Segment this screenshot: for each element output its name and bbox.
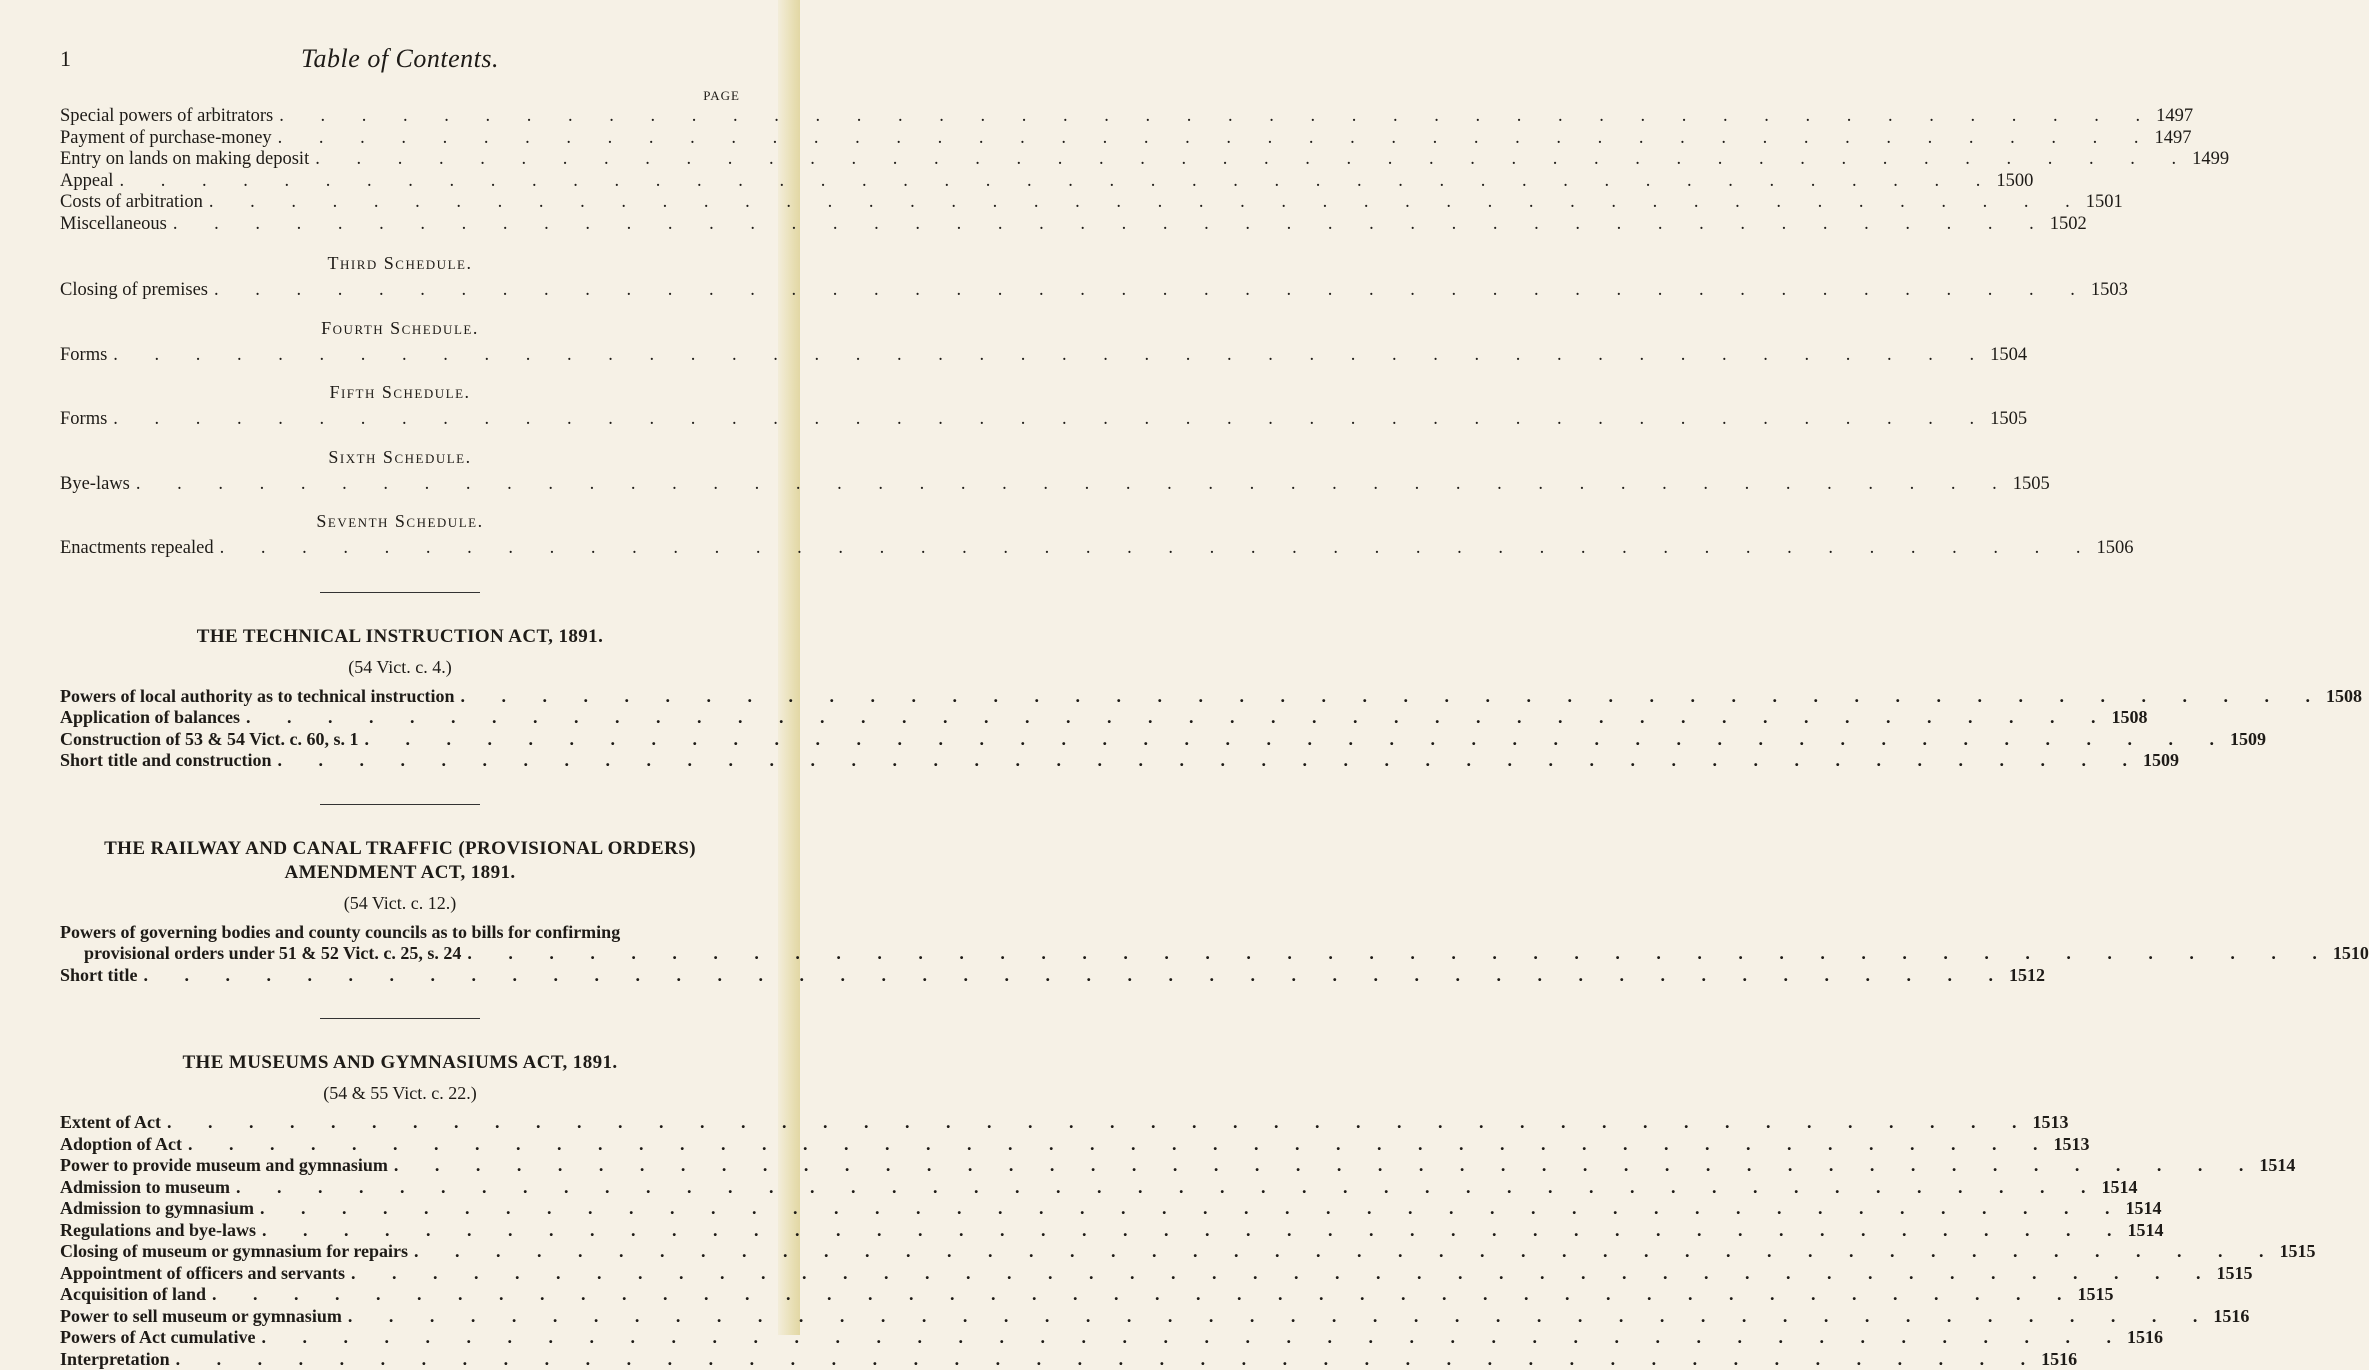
leader-dots: . . . . . . . . . . . . . . . . . . . . . . . . . . . . . . . . . . . . . . . . . . . . . . [209,192,2086,214]
act-citation: (54 Vict. c. 4.) [60,657,740,678]
entry-title: Closing of museum or gymnasium for repairs [60,1241,414,1263]
leader-dots: . . . . . . . . . . . . . . . . . . . . . . . . . . . . . . . . . . . . . . . . . . . . . . [176,1349,2042,1370]
toc-entry [60,474,740,496]
entry-page: 1501 [2086,192,2123,214]
schedule-heading: Fifth Schedule. [60,382,740,403]
entry-title: Construction of 53 & 54 Vict. c. 60, s. 1 [60,729,364,751]
toc-entry [60,707,740,729]
entry-title: Special powers of arbitrators [60,106,279,128]
toc-entry [60,1284,740,1306]
entry-title: Entry on lands on making deposit [60,149,315,171]
toc-entry [60,965,740,987]
entry-title: Appointment of officers and servants [60,1263,351,1285]
leader-dots: . . . . . . . . . . . . . . . . . . . . . . . . . . . . . . . . . . . . . . . . . . . . . . [364,729,2230,751]
leader-dots: . . . . . . . . . . . . . . . . . . . . . . . . . . . . . . . . . . . . . . . . . . . . . . [278,128,2155,150]
entry-title: Short title [60,965,143,987]
entry-title: Application of balances [60,707,246,729]
entry-page: 1509 [2230,729,2266,751]
entry-page: 1516 [2213,1306,2249,1328]
act-title: THE MUSEUMS AND GYMNASIUMS ACT, 1891. [60,1051,740,1075]
toc-entry [60,214,740,236]
entry-page: 1505 [1990,409,2027,431]
leader-dots: . . . . . . . . . . . . . . . . . . . . . . . . . . . . . . . . . . . . . . . . . . . . . . [113,409,1990,431]
entry-page: 1512 [2009,965,2045,987]
leader-dots: . . . . . . . . . . . . . . . . . . . . . . . . . . . . . . . . . . . . . . . . . . . . . . [261,1327,2127,1349]
toc-entry [60,1327,740,1349]
leader-dots: . . . . . . . . . . . . . . . . . . . . . . . . . . . . . . . . . . . . . . . . . . . . . . [143,965,2009,987]
leader-dots: . . . . . . . . . . . . . . . . . . . . . . . . . . . . . . . . . . . . . . . . . . . . . . [214,280,2091,302]
entry-title: Admission to gymnasium [60,1198,260,1220]
toc-entry [60,1263,740,1285]
entry-title: Regulations and bye-laws [60,1220,262,1242]
toc-entry [60,1198,740,1220]
leader-dots: . . . . . . . . . . . . . . . . . . . . . . . . . . . . . . . . . . . . . . . . . . . . . . [315,149,2192,171]
entry-page: 1506 [2096,538,2133,560]
toc-entry [60,149,740,171]
leader-dots: . . . . . . . . . . . . . . . . . . . . . . . . . . . . . . . . . . . . . . . . . . . . . . [262,1220,2128,1242]
leader-dots: . . . . . . . . . . . . . . . . . . . . . . . . . . . . . . . . . . . . . . . . . . . . . . [212,1284,2078,1306]
schedules [60,253,740,560]
entry-title: Forms [60,409,113,431]
entry-page: 1515 [2217,1263,2253,1285]
schedule-heading: Fourth Schedule. [60,318,740,339]
toc-entry-continuation [60,943,740,965]
toc-entry [60,106,740,128]
schedule-heading: Third Schedule. [60,253,740,274]
running-head [60,0,740,88]
entry-page: 1514 [2259,1155,2295,1177]
toc-entry [60,345,740,367]
entry-page: 1503 [2091,280,2128,302]
entry-page: 1499 [2192,149,2229,171]
entry-page: 1497 [2156,106,2193,128]
entry-page: 1514 [2126,1198,2162,1220]
leader-dots: . . . . . . . . . . . . . . . . . . . . . . . . . . . . . . . . . . . . . . . . . . . . . . [414,1241,2280,1263]
leader-dots: . . . . . . . . . . . . . . . . . . . . . . . . . . . . . . . . . . . . . . . . . . . . . . [136,474,2013,496]
entry-page: 1514 [2102,1177,2138,1199]
page-column-header: PAGE [60,88,740,106]
entry-title: Costs of arbitration [60,192,209,214]
act-citation: (54 & 55 Vict. c. 22.) [60,1083,740,1104]
leader-dots: . . . . . . . . . . . . . . . . . . . . . . . . . . . . . . . . . . . . . . . . . . . . . . [220,538,2097,560]
toc-entry [60,1349,740,1370]
toc-entry [60,280,740,302]
act-technical-instruction [60,625,740,772]
leader-dots: . . . . . . . . . . . . . . . . . . . . . . . . . . . . . . . . . . . . . . . . . . . . . . [173,214,2050,236]
entry-title: Power to provide museum and gymnasium [60,1155,394,1177]
leader-dots: . . . . . . . . . . . . . . . . . . . . . . . . . . . . . . . . . . . . . . . . . . . . . . [167,1112,2033,1134]
entry-title: Miscellaneous [60,214,173,236]
toc-entry [60,1112,740,1134]
entry-title: Admission to museum [60,1177,236,1199]
page-title: Table of Contents. [60,44,740,74]
entry-title: Interpretation [60,1349,176,1370]
toc-entry [60,1306,740,1328]
entry-title: Bye-laws [60,474,136,496]
entry-title: Appeal [60,171,119,193]
leader-dots: . . . . . . . . . . . . . . . . . . . . . . . . . . . . . . . . . . . . . . . . . . . . . . [260,1198,2126,1220]
toc-entry [60,1155,740,1177]
entry-title: Short title and construction [60,750,278,772]
act-railway-canal-traffic [60,837,740,987]
act-museums-gymnasiums [60,1051,740,1370]
entry-page: 1508 [2326,686,2362,708]
leader-dots: . . . . . . . . . . . . . . . . . . . . . . . . . . . . . . . . . . . . . . . . . . . . . . [113,345,1990,367]
toc-entry [60,538,740,560]
entry-title: Acquisition of land [60,1284,212,1306]
toc-entry [60,171,740,193]
toc-entry [60,409,740,431]
leader-dots: . . . . . . . . . . . . . . . . . . . . . . . . . . . . . . . . . . . . . . . . . . . . . . [351,1263,2217,1285]
entry-page: 1514 [2128,1220,2164,1242]
entry-page: 1508 [2112,707,2148,729]
leader-dots: . . . . . . . . . . . . . . . . . . . . . . . . . . . . . . . . . . . . . . . . . . . . . . [394,1155,2260,1177]
entry-page: 1515 [2280,1241,2316,1263]
schedule-heading: Seventh Schedule. [60,511,740,532]
entry-page: 1510 [2333,943,2369,965]
leader-dots: . . . . . . . . . . . . . . . . . . . . . . . . . . . . . . . . . . . . . . . . . . . . . . [119,171,1996,193]
schedule-heading: Sixth Schedule. [60,447,740,468]
entry-title: Powers of local authority as to technical instruction [60,686,460,708]
toc-entry [60,1134,740,1156]
section-divider [320,804,480,805]
toc-entry [60,1177,740,1199]
entry-page: 1513 [2032,1112,2068,1134]
section-divider [320,592,480,593]
act-title: THE RAILWAY AND CANAL TRAFFIC (PROVISIONAL ORDERS) AMENDMENT ACT, 1891. [60,837,740,885]
entry-title: Payment of purchase-money [60,128,278,150]
entry-title: Forms [60,345,113,367]
toc-entry [60,750,740,772]
toc-entry [60,922,740,944]
entry-page: 1504 [1990,345,2027,367]
leader-dots: . . . . . . . . . . . . . . . . . . . . . . . . . . . . . . . . . . . . . . . . . . . . . . [467,943,2333,965]
toc-entry [60,686,740,708]
entry-title-continuation: provisional orders under 51 & 52 Vict. c. 25, s. 24 [84,943,467,965]
entry-page: 1509 [2143,750,2179,772]
leader-dots: . . . . . . . . . . . . . . . . . . . . . . . . . . . . . . . . . . . . . . . . . . . . . . [279,106,2156,128]
act-citation: (54 Vict. c. 12.) [60,893,740,914]
entry-page: 1502 [2050,214,2087,236]
toc-entry [60,128,740,150]
leader-dots: . . . . . . . . . . . . . . . . . . . . . . . . . . . . . . . . . . . . . . . . . . . . . . [278,750,2144,772]
entry-page: 1500 [1996,171,2033,193]
toc-entry [60,729,740,751]
entry-page: 1513 [2054,1134,2090,1156]
leader-dots: . . . . . . . . . . . . . . . . . . . . . . . . . . . . . . . . . . . . . . . . . . . . . . [460,686,2326,708]
entry-title: Extent of Act [60,1112,167,1134]
leader-dots: . . . . . . . . . . . . . . . . . . . . . . . . . . . . . . . . . . . . . . . . . . . . . . [236,1177,2102,1199]
entry-title: Adoption of Act [60,1134,188,1156]
toc-entry [60,192,740,214]
entry-title: Powers of governing bodies and county councils as to bills for confirming [60,922,626,944]
entry-title: Closing of premises [60,280,214,302]
act-title: THE TECHNICAL INSTRUCTION ACT, 1891. [60,625,740,649]
leader-dots: . . . . . . . . . . . . . . . . . . . . . . . . . . . . . . . . . . . . . . . . . . . . . . [188,1134,2054,1156]
entry-page: 1516 [2041,1349,2077,1370]
leader-dots: . . . . . . . . . . . . . . . . . . . . . . . . . . . . . . . . . . . . . . . . . . . . . . [246,707,2112,729]
page-number: 1 [60,46,71,72]
entry-title: Power to sell museum or gymnasium [60,1306,348,1328]
leader-dots: . . . . . . . . . . . . . . . . . . . . . . . . . . . . . . . . . . . . . . . . . . . . . . [348,1306,2214,1328]
entry-page: 1516 [2127,1327,2163,1349]
entry-title: Enactments repealed [60,538,220,560]
entry-title: Powers of Act cumulative [60,1327,261,1349]
section-divider [320,1018,480,1019]
toc-entry [60,1241,740,1263]
top-entries [60,106,740,235]
page-content [60,0,740,1370]
toc-entry [60,1220,740,1242]
entry-page: 1515 [2078,1284,2114,1306]
entry-page: 1497 [2155,128,2192,150]
entry-page: 1505 [2013,474,2050,496]
